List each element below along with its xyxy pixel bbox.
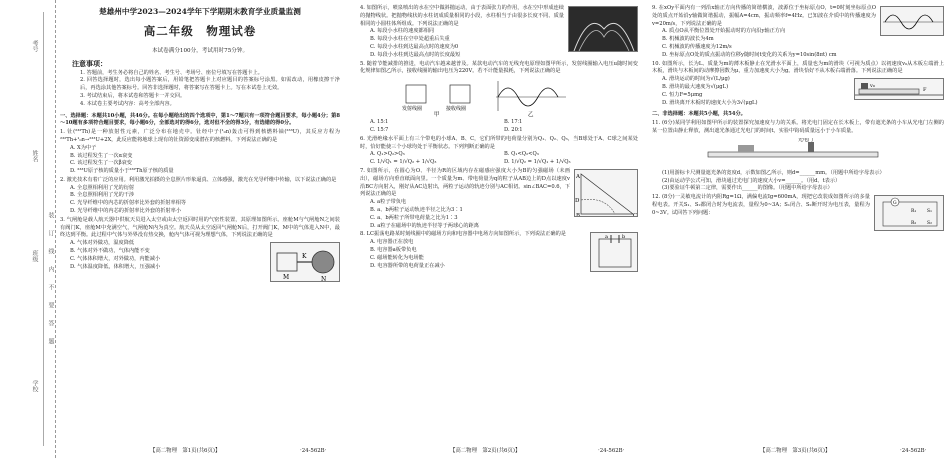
page-column-2 [360, 4, 638, 444]
label-receive-coil: 接收线圈 [446, 106, 467, 113]
question-10-figure [854, 78, 944, 100]
question-5-option: D. 20∶1 [504, 126, 523, 133]
question-3-stem: 3. 气闸舱是载人航天器中供航天员进入太空或由太空返回时用的气密性装置，其原理如图所示。座舱M与气闸舱N之间装有阀门K，座舱M中充满空气，气闸舱N内为真空。航天员从太空返回气闸舱N后，打开阀门K，M中的气体进入N中，最终达到平衡。此过程中气体与外界没有热交换，舱内气体可视为理想气体，下列说法正确的是 [60, 216, 340, 239]
coil-box [450, 85, 470, 103]
particle-path [581, 199, 615, 214]
binding-margin [0, 0, 56, 458]
question-2-option: D. 光导纤维中的内芯的折射率比外套的折射率小 [70, 208, 182, 215]
question-6-option: A. Q₁>Q₂>Q₃ [370, 151, 405, 158]
question-1-option: A. X为中子 [70, 144, 97, 151]
seal-word: 装 [47, 212, 54, 218]
question-5-options [360, 119, 638, 127]
question-6-options [360, 159, 638, 167]
label-k: K [302, 253, 307, 261]
note-item: 3. 考试结束后，将本试卷和答题卡一并交回。 [80, 92, 186, 99]
question-5-options [360, 127, 638, 135]
paper-meta: 本试卷满分100分，考试用时75分钟。 [151, 47, 249, 54]
question-1-option: B. 该过程发生了一次α衰变 [70, 152, 133, 159]
seal-word: 订 [47, 230, 54, 236]
question-2-option: A. 全息照相利用了光的衍射 [70, 184, 135, 191]
question-5-figure-b [490, 79, 570, 117]
label-f: F [923, 87, 927, 94]
coil-box [406, 85, 426, 103]
question-2-option: B. 全息照相利用了光的干涉 [70, 192, 135, 199]
question-5-figures [400, 79, 638, 117]
cabin-n-shape [312, 251, 334, 273]
margin-label-exam-number: 考号 [31, 40, 38, 52]
question-9-option: A. 质点O从平衡位置处开始振动时的方向沿y轴正方向 [662, 28, 786, 35]
label-r1: R₁ [911, 209, 917, 215]
label-m: M [283, 274, 290, 282]
question-4-option: C. 每段小水柱到达最高点时的速度为0 [370, 43, 459, 50]
question-10-option: D. 滑块离开木板时的速度大小为3√(μgL) [662, 99, 758, 106]
triangle-abc [581, 174, 633, 214]
label-figure-jia: 甲 [434, 112, 440, 118]
question-4-option: B. 每段小水柱在空中处超重后失重 [370, 36, 450, 43]
seal-word: 线 [47, 248, 54, 254]
question-6-stem: 6. 光滑绝缘水平面上有三个带电的小球A、B、C，它们所带的电荷量分别为Q₁、Q₂、Q₃，当B球处于A、C球之间某处时，恰好能使三个小球均处于平衡状态。下列判断正确的是 [360, 135, 638, 150]
question-5-option: A. 15∶1 [370, 119, 389, 126]
label-g: G [893, 201, 897, 207]
question-5-stem: 5. 随着节能减排的推进，电动汽车越来越普及。某款电动汽车的无线充电原理如图甲所示，发射线圈输入电压u随时间变化规律如图乙所示，接收线圈的输出电压为220V。若不计能量损耗，下列说法正确的是 [360, 60, 638, 75]
note-item: 4. 本试卷主要考试内容：高考全部内容。 [80, 100, 175, 107]
label-transmit-coil: 发射线圈 [402, 106, 423, 113]
question-6-option: D. 1/√Q₂ = 1/√Q₁ + 1/√Q₃ [504, 159, 571, 166]
question-9-option: D. 坐标原点O处的质点振动的位移y随时间t变化的关系为y=10sin(8πt) cm [662, 51, 837, 58]
question-5-option: B. 17∶1 [504, 119, 523, 126]
question-11-item: (3)要验证牛顿第二定律，需要作出______的图像。（用题中所给字母表示） [662, 185, 833, 192]
question-9-option: C. 机械波的传播速度为12m/s [662, 43, 732, 50]
label-figure-yi: 乙 [528, 112, 534, 118]
paper-title: 高二年级 物理试卷 [143, 24, 257, 39]
section-2-heading: 二、非选择题：本题共5小题，共54分。 [652, 111, 746, 118]
question-11-item: (2)由运动学公式可知，滑块通过光电门的速度大小v=______。（用d、t表示） [662, 177, 841, 184]
seal-word: 内 [47, 266, 54, 272]
label-plate-b: b [622, 234, 626, 241]
question-11-stem: 11. (6分)某同学利用如图甲所示的装置探究加速度与力的关系。将光电门固定在长木板上，带有遮光条的小车从光电门左侧的某一位置由静止释放，测出遮光条通过光电门的时间t，实验中钩码质量远小于小车质量。 [652, 120, 944, 134]
label-a: A [576, 173, 580, 180]
question-12-stem: 12. (8分)一灵敏电流计的内阻Rg=1Ω，满偏电流Ig=600mA，现把它改装成如图所示的多量程电表。开关S₁、S₂都闭合时为电流表，量程为0~3A；S₁闭合、S₂断开时为电压表，量程为0~3V。试回答下列问题： [652, 194, 870, 216]
question-8-option: A. 电容器正在放电 [370, 239, 414, 246]
question-9-stem: 9. 在xOy平面内有一列沿x轴正方向传播的简谐横波，波源位于坐标原点O，t=0时刻坐标原点O处的质点开始沿y轴做简谐振动，振幅A=4cm，振动频率f=4Hz。已知波在介质中的传播速度为v=20m/s，下列说法正确的是 [652, 5, 876, 27]
label-c: C [633, 212, 638, 217]
question-5-figure-a [400, 79, 480, 117]
question-6-option: B. Q₁<Q₂<Q₃ [504, 151, 539, 158]
margin-rule [43, 12, 44, 446]
school-title: 楚雄州中学2023—2024学年下学期期末教育学业质量监测 [99, 7, 301, 16]
lc-circuit [599, 239, 631, 267]
label-plate-a: a [605, 234, 608, 241]
board-shape [859, 89, 919, 94]
question-10-option: C. 恒力F=5μmg [662, 91, 703, 98]
note-item: 1. 答题前，考生务必将自己的姓名、考生号、考场号、座位号填写在答题卡上。 [80, 69, 263, 76]
photogate-shape [808, 142, 814, 152]
margin-label-name: 姓名 [31, 150, 38, 162]
cart-shape [738, 145, 754, 152]
question-8-option: B. 电容器a板带负电 [370, 246, 417, 253]
label-b: B [576, 212, 581, 217]
question-8-figure [590, 232, 638, 272]
seal-word: 要 [47, 302, 54, 308]
seal-word: 题 [47, 338, 54, 344]
question-4-option: D. 每段小水柱到达最高点时的长度最短 [370, 51, 461, 58]
label-s1: S₁ [927, 209, 932, 215]
question-8-option: C. 磁场能转化为电场能 [370, 254, 424, 261]
footer-page-3: 【高二物理 第3页(共6页)】 [760, 447, 831, 454]
question-7-figure [574, 169, 638, 217]
question-9-option: B. 机械波的波长为4m [662, 36, 714, 43]
question-10-stem: 10. 如图所示，长为L、质量为m的薄木板静止在光滑水平面上，质量也为m的滑块（可视为质点）以初速度v₀从木板左端滑上木板，滑块与木板间的动摩擦因数为μ，重力加速度大小为g。滑块恰好不从木板右端滑落。下列说法正确的是 [652, 60, 944, 75]
question-4-stem: 4. 如图所示，喷泉喷出的水在空中做斜抛运动，由于表面张力的作用，水在空中形成连续的抛物线状。把抛物线状的水柱切成质量相同的小段，水柱相当于由很多长度不同、质量相同的小圆柱体所组成。下列说法正确的是 [360, 5, 564, 27]
footer-page-2: 【高二物理 第2页(共6页)】 [450, 447, 521, 454]
label-r2: R₂ [911, 221, 917, 227]
question-3-figure [270, 242, 340, 282]
block-shape [861, 83, 868, 89]
question-9-figure [880, 6, 944, 36]
cabin-m-shape [277, 253, 297, 271]
note-item: 2. 回答选择题时，选出每小题答案后，用铅笔把答题卡上对应题目的答案标号涂黑。如需改动，用橡皮擦干净后，再选涂其他答案标号。回答非选择题时，将答案写在答题卡上。写在本试卷上无效。 [80, 77, 340, 92]
question-1-option: D. ²³³U原子核的质量小于²³²Th原子核的质量 [70, 168, 174, 175]
question-3-option: A. 气体对外做功，温度降低 [70, 240, 135, 247]
question-11-item: (1)用游标卡尺测量遮光条的宽度d，示数如图乙所示，则d=______mm。（用题中所给字母表示） [662, 169, 885, 176]
seal-word: 答 [47, 320, 54, 326]
question-6-option: C. 1/√Q₁ = 1/√Q₂ + 1/√Q₃ [370, 159, 437, 166]
question-4-option: A. 每段小水柱的速度都相同 [370, 28, 435, 35]
question-5-option: C. 15∶7 [370, 126, 389, 133]
footer-page-1: 【高二物理 第1页(共6页)】 [150, 447, 221, 454]
question-1-stem: 1. 钍(²³²Th)是一种放射性元素，广泛分布在地壳中。钍经中子(¹₀n)轰击可得到核燃料铀(²³³U)，其反应方程为²³²Th+¹₀n→²³³U+2X，此反应能将地球上现有的钍资源变成潜在的核燃料。下列说法正确的是 [60, 129, 340, 143]
question-7-option: A. a粒子带负电 [370, 199, 407, 206]
question-7-stem: 7. 如图所示，在圆心为O、半径为R的区域内存在磁感应强度大小为B的匀强磁场（未画出），磁场方向垂直纸面向里。一个质量为m、带电荷量为q的粒子从AB边上的D点以速度v沿BC方向射入，刚好从AC边射出，两粒子运动的轨迹分别与AC相切。sin∠BAC=0.6，下列说法正确的是 [360, 167, 570, 198]
question-2-option: C. 光导纤维中的内芯的折射率比外套的折射率相等 [70, 200, 187, 207]
question-7-option: B. a、b两粒子运动轨迹半径之比为3∶1 [370, 206, 463, 213]
question-8-stem: 8. LC振荡电路某时刻线圈中的磁场方向和电容器中电场方向如图所示，下列说法正确的是 [360, 231, 566, 238]
question-8-option: D. 电容器所带的电荷量正在减小 [370, 262, 445, 269]
notes-heading: 注意事项： [72, 59, 107, 69]
seal-word: 不 [47, 284, 54, 290]
question-7-option: C. a、b两粒子所带电荷量之比为1∶3 [370, 214, 458, 221]
label-n: N [321, 276, 327, 283]
question-7-option: D. a粒子在磁场中的轨迹半径等于两球心的距离 [370, 222, 479, 229]
question-12-figure [874, 195, 944, 231]
question-10-option: A. 滑块运动的时间为√(L/μg) [662, 76, 730, 83]
question-3-option: D. 气体温度降低，体积增大，压强减小 [70, 263, 161, 270]
track-shape [708, 152, 878, 157]
footer-code-3: ·24-562B· [900, 447, 927, 454]
label-d: D [575, 197, 580, 204]
page-column-1 [60, 4, 340, 444]
section-1-heading: 一、选择题：本题共10小题，共46分。在每小题给出的四个选项中，第1～7题只有一项符合题目要求，每小题4分；第8～10题有多项符合题目要求，每小题6分，全部选对的得6分，选对但不全的得3分，有选错的得0分。 [60, 112, 340, 127]
question-4-photo [568, 6, 638, 52]
question-3-option: C. 气体体积增大，对外做功，内能减小 [70, 255, 161, 262]
margin-label-school: 学校 [31, 380, 38, 392]
label-v0: v₀ [870, 83, 875, 90]
footer-code-2: ·24-562B· [598, 447, 625, 454]
question-11-figure [698, 138, 898, 168]
page-column-3 [652, 4, 944, 444]
question-6-options [360, 151, 638, 159]
label-photogate: 光电门 [798, 137, 814, 143]
question-2-stem: 2. 激光技术有着广泛的应用。利用激光拍摄的全息照片形象逼真、立体感强，激光在光导纤维中传输，以下说法正确的是 [60, 176, 337, 183]
question-10-option: B. 滑块的最大速度为√(μgL) [662, 83, 729, 90]
label-s2: S₂ [927, 221, 932, 227]
question-1-option: C. 该过程发生了一次β衰变 [70, 160, 132, 167]
fountain-arc [579, 31, 629, 51]
question-3-option: B. 气体对外不做功，气体内能不变 [70, 248, 150, 255]
footer-code-1: ·24-562B· [300, 447, 327, 454]
margin-label-class: 班级 [31, 250, 38, 262]
